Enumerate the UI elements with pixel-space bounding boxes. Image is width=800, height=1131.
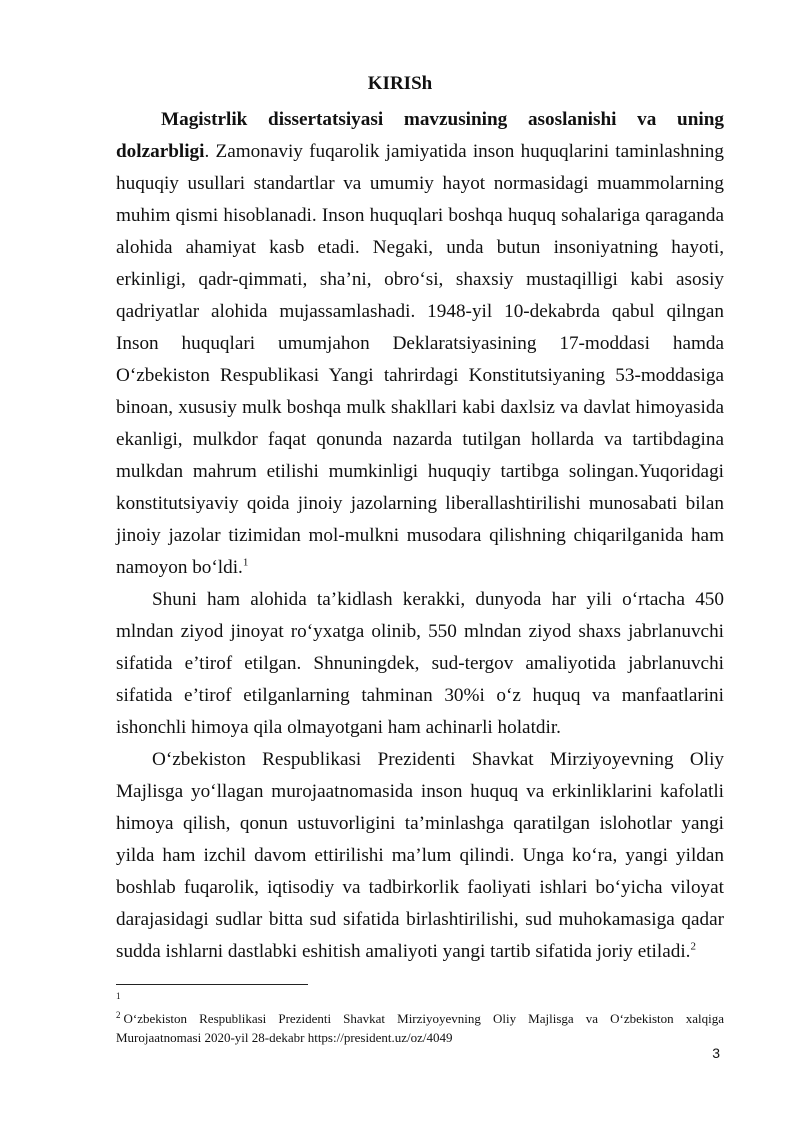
footnote-text: O‘zbekiston Respublikasi Prezidenti Shavkat Mirziyoyevning Oliy Majlisga va O‘zbekiston xalqiga Murojaatnomasi 2020-yil 28-dekabr https://president.uz/oz/4049 [116,1011,724,1045]
paragraph-president-address [116,744,724,968]
footnote-1 [116,990,724,1009]
footnote-mark: 1 [116,990,121,1001]
footnote-separator [116,984,308,985]
bold-lead-heading: Magistrlik dissertatsiyasi mavzusining asoslanishi va uning dolzarbligi [116,109,724,162]
footnote-mark: 2 [116,1009,121,1020]
footnotes [116,990,724,1047]
paragraph-text: O‘zbekiston Respublikasi Prezidenti Shavkat Mirziyoyevning Oliy Majlisga yo‘llagan murojaatnomasida inson huquq va erkinliklarini kafolatli himoya qilish, qonun ustuvorligini ta’minlashga qaratilgan islohotlar yangi yilda ham izchil davom ettirilishi ma’lum qilindi. Unga ko‘ra, yangi yildan boshlab fuqarolik, iqtisodiy va tadbirkorlik faoliyati ishlari bo‘yicha viloyat darajasidagi sudlar bitta sud sifatida birlashtirilishi, sud muhokamasiga qadar sudda ishlarni dastlabki eshitish amaliyoti yangi tartib sifatida joriy etiladi. [116,749,724,962]
footnote-ref-2[interactable]: 2 [690,940,696,953]
page-number: 3 [712,1045,720,1061]
section-title: KIRISh [367,73,433,94]
footnote-ref-1[interactable]: 1 [242,556,249,569]
paragraph-statistics: Shuni ham alohida ta’kidlash kerakki, dunyoda har yili o‘rtacha 450 mlndan ziyod jinoyat ro‘yxatga olinib, 550 mlndan ziyod shaxs jabrlanuvchi sifatida e’tirof etilgan. Shnuningdek, sud-tergov amaliyotida jabrlanuvchi sifatida e’tirof etilganlarning tahminan 30%i o‘z huquq va manfaatlarini ishonchli himoya qila olmayotgani ham achinarli holatdir. [116,589,724,738]
paragraph-text: . Zamonaviy fuqarolik jamiyatida inson huquqlarini taminlashning huquqiy usullari standartlar va umumiy hayot normasidagi muammolarning muhim qismi hisoblanadi. Inson huquqlari boshqa huquq sohalariga qaraganda alohida ahamiyat kasb etadi. Negaki, unda butun insoniyatning hayoti, erkinligi, qadr-qimmati, sha’ni, obro‘si, shaxsiy mustaqilligi kabi asosiy qadriyatlar alohida mujassamlashadi. 1948-yil 10-dekabrda qabul qilngan Inson huquqlari umumjahon Deklaratsiyasining 17-moddasi hamda O‘zbekiston Respublikasi Yangi tahrirdagi Konstitutsiyaning 53-moddasiga binoan, xususiy mulk boshqa mulk shakllari kabi daxlsiz va davlat himoyasida ekanligi, mulkdor faqat qonunda nazarda tutilgan hollarda va tartibdagina mulkdan mahrum etilishi mumkinligi huquqiy tartibga solingan.Yuqoridagi konstitutsiyaviy qoida jinoiy jazolarning liberallashtirilishi munosabati bilan jinoiy jazolar tizimidan mol-mulkni musodara qilishning chiqarilganida ham namoyon bo‘ldi. [116,141,724,578]
footnote-2 [116,1009,724,1047]
paragraph-introduction [116,104,724,584]
body-text [116,104,724,968]
